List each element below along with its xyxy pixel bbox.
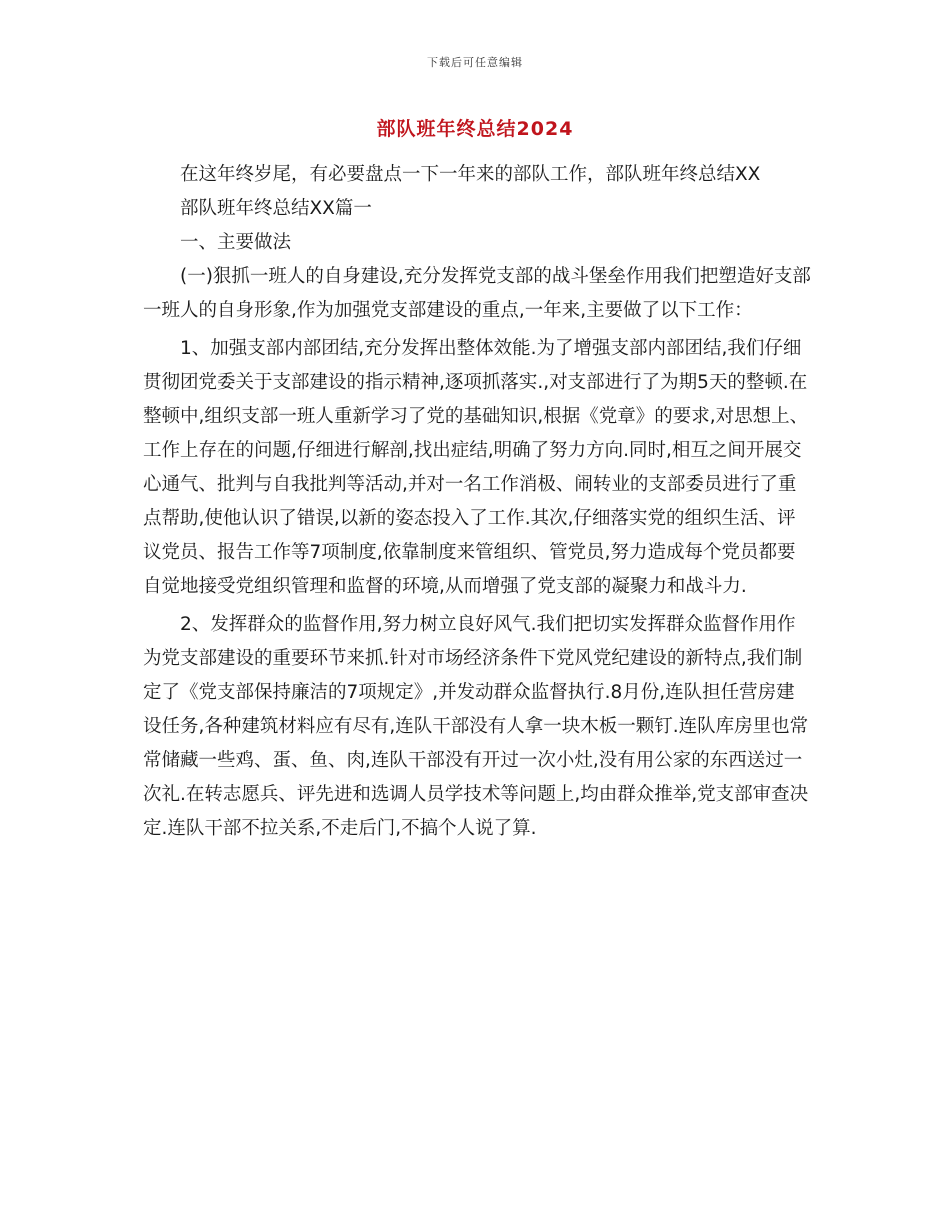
subsection-heading: 一、主要做法 — [180, 232, 292, 253]
body-paragraph: 2、发挥群众的监督作用,努力树立良好风气.我们把切实发挥群众监督作用作为党支部建设的重要环节来抓.针对市场经济条件下党风党纪建设的新特点,我们制定了《党支部保持廉洁的7项规定》,并发动群众监督执行.8月份,连队担任营房建设任务,各种建筑材料应有尽有,连队干部没有人拿一块木板一颗钉.连队库房里也常常储藏一些鸡、蛋、鱼、肉,连队干部没有开过一次小灶,没有用公家的东西送过一次礼.在转志愿兵、评先进和选调人员学技术等问题上,均由群众推举,党支部审查决定.连队干部不拉关系,不走后门,不搞个人说了算. — [143, 614, 809, 839]
header-note: 下载后可任意编辑 — [427, 56, 523, 69]
section-heading: 部队班年终总结XX篇一 — [180, 198, 372, 219]
body-paragraph: 1、加强支部内部团结,充分发挥出整体效能.为了增强支部内部团结,我们仔细贯彻团党委关于支部建设的指示精神,逐项抓落实.,对支部进行了为期5天的整顿.在整顿中,组织支部一班人重新学习了党的基础知识,根据《党章》的要求,对思想上、工作上存在的问题,仔细进行解剖,找出症结,明确了努力方向.同时,相互之间开展交心通气、批判与自我批判等活动,并对一名工作消极、闹转业的支部委员进行了重点帮助,使他认识了错误,以新的姿态投入了工作.其次,仔细落实党的组织生活、评议党员、报告工作等7项制度,依靠制度来管组织、管党员,努力造成每个党员都要自觉地接受党组织管理和监督的环境,从而增强了党支部的凝聚力和战斗力. — [143, 338, 809, 597]
body-paragraph: (一)狠抓一班人的自身建设,充分发挥党支部的战斗堡垒作用我们把塑造好支部一班人的自身形象,作为加强党支部建设的重点,一年来,主要做了以下工作： — [143, 266, 811, 321]
document-body — [143, 158, 811, 846]
intro-paragraph: 在这年终岁尾，有必要盘点一下一年来的部队工作，部队班年终总结XX — [180, 164, 761, 185]
document-title: 部队班年终总结2024 — [376, 118, 574, 140]
